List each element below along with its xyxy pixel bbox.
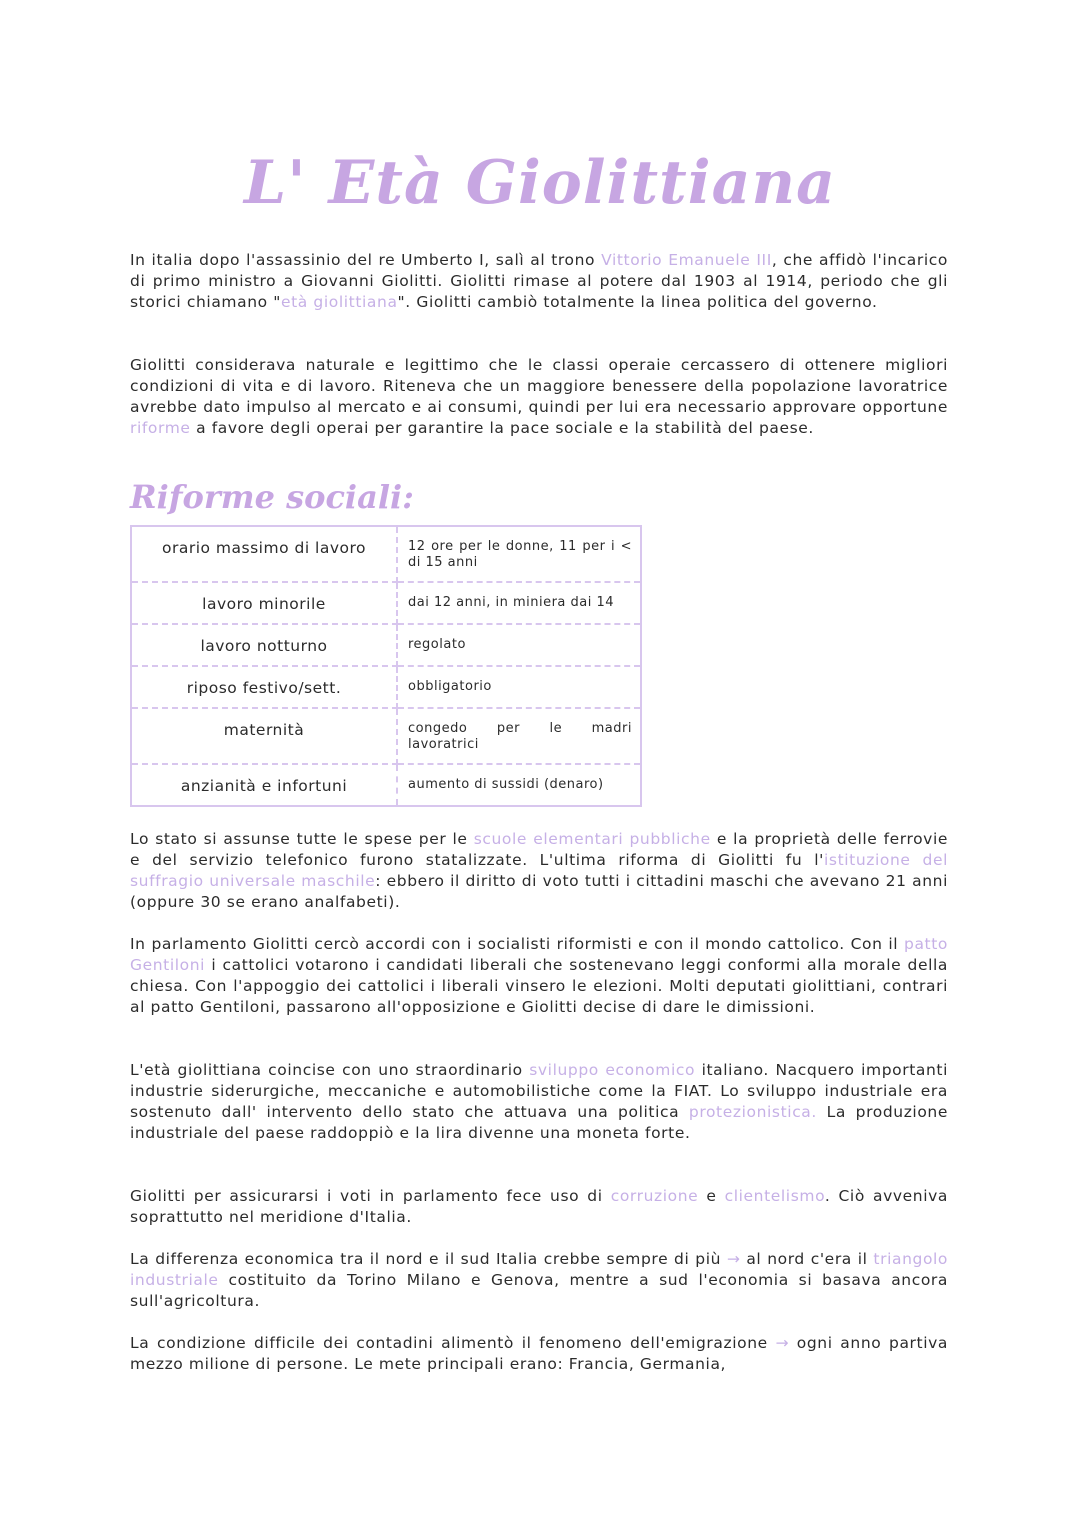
paragraph-corruzione: Giolitti per assicurarsi i voti in parlamento fece uso di corruzione e clientelismo. Ciò avveniva soprattutto nel meridione d'Italia. <box>130 1187 948 1226</box>
reform-label: maternità <box>131 708 397 764</box>
table-row <box>131 708 641 764</box>
section-heading-riforme: Riforme sociali: <box>130 478 414 516</box>
paragraph-parlamento: In parlamento Giolitti cercò accordi con i socialisti riformisti e con il mondo cattolico. Con il patto Gentiloni i cattolici votarono i candidati liberali che sostenevano leggi conformi alla morale della chiesa. Con l'appoggio dei cattolici i liberali vinsero le elezioni. Molti deputati giolittiani, contrari al patto Gentiloni, passarono all'opposizione e Giolitti decise di dare le dimissioni. <box>130 935 948 1016</box>
highlight-scuole: scuole elementari pubbliche <box>473 830 711 848</box>
reform-value: aumento di sussidi (denaro) <box>408 777 604 792</box>
table-row <box>131 666 641 708</box>
highlight-clientelismo: clientelismo <box>724 1187 825 1205</box>
arrow-right-icon: → <box>726 1250 741 1268</box>
reform-label: orario massimo di lavoro <box>131 526 397 582</box>
paragraph-nord-sud: La differenza economica tra il nord e il sud Italia crebbe sempre di più → al nord c'era il triangolo industriale costituito da Torino Milano e Genova, mentre a sud l'economia si basava ancora sull'agricoltura. <box>130 1250 949 1310</box>
reform-value: obbligatorio <box>397 666 641 708</box>
highlight-triangolo: triangolo industriale <box>130 1250 949 1289</box>
highlight-eta-giolittiana: età giolittiana <box>280 293 398 311</box>
table-row <box>131 764 641 806</box>
reform-label: lavoro minorile <box>131 582 397 624</box>
page-title: L' Età Giolittiana <box>244 148 836 218</box>
arrow-right-icon: → <box>775 1334 790 1352</box>
reform-value: congedo per le madri lavoratrici <box>397 708 641 764</box>
highlight-riforme: riforme <box>130 419 191 437</box>
table-row <box>131 526 641 582</box>
table-row <box>131 582 641 624</box>
reform-value: dai 12 anni, in miniera dai 14 <box>397 582 641 624</box>
table-row <box>131 624 641 666</box>
paragraph-sviluppo: L'età giolittiana coincise con uno straordinario sviluppo economico italiano. Nacquero importanti industrie siderurgiche, meccaniche e automobilistiche come la FIAT. Lo sviluppo industriale era sostenuto dall' intervento dello stato che attuava una politica protezionistica. La produzione industriale del paese raddoppiò e la lira divenne una moneta forte. <box>130 1061 948 1142</box>
paragraph-intro-2: Giolitti considerava naturale e legittimo che le classi operaie cercassero di ottenere migliori condizioni di vita e di lavoro. Riteneva che un maggiore benessere della popolazione lavoratrice avrebbe dato impulso al mercato e ai consumi, quindi per lui era necessario approvare opportune riforme a favore degli operai per garantire la pace sociale e la stabilità del paese. <box>130 356 948 437</box>
highlight-patto-gentiloni: patto Gentiloni <box>130 935 948 974</box>
reform-value: regolato <box>397 624 641 666</box>
highlight-vittorio-emanuele: Vittorio Emanuele III <box>601 251 772 269</box>
reform-label: anzianità e infortuni <box>131 764 397 806</box>
paragraph-emigrazione: La condizione difficile dei contadini alimentò il fenomeno dell'emigrazione → ogni anno partiva mezzo milione di persone. Le mete principali erano: Francia, Germania, <box>130 1334 948 1373</box>
paragraph-intro-1: In italia dopo l'assassinio del re Umberto I, salì al trono Vittorio Emanuele III, che affidò l'incarico di primo ministro a Giovanni Giolitti. Giolitti rimase al potere dal 1903 al 1914, periodo che gli storici chiamano "età giolittiana". Giolitti cambiò totalmente la linea politica del governo. <box>130 251 948 311</box>
paragraph-scuole-suffragio: Lo stato si assunse tutte le spese per le scuole elementari pubbliche e la proprietà delle ferrovie e del servizio telefonico furono statalizzate. L'ultima riforma di Giolitti fu l'istituzione del suffragio universale maschile: ebbero il diritto di voto tutti i cittadini maschi che avevano 21 anni (oppure 30 se erano analfabeti). <box>130 830 949 911</box>
reform-label: lavoro notturno <box>131 624 397 666</box>
highlight-sviluppo: sviluppo economico <box>529 1061 696 1079</box>
highlight-suffragio: istituzione del suffragio universale maschile <box>130 851 948 890</box>
highlight-corruzione: corruzione <box>610 1187 699 1205</box>
reform-value: 12 ore per le donne, 11 per i < di 15 anni <box>397 526 641 582</box>
highlight-protezionistica: protezionistica. <box>688 1103 817 1121</box>
reforms-table <box>130 525 642 807</box>
reform-label: riposo festivo/sett. <box>131 666 397 708</box>
